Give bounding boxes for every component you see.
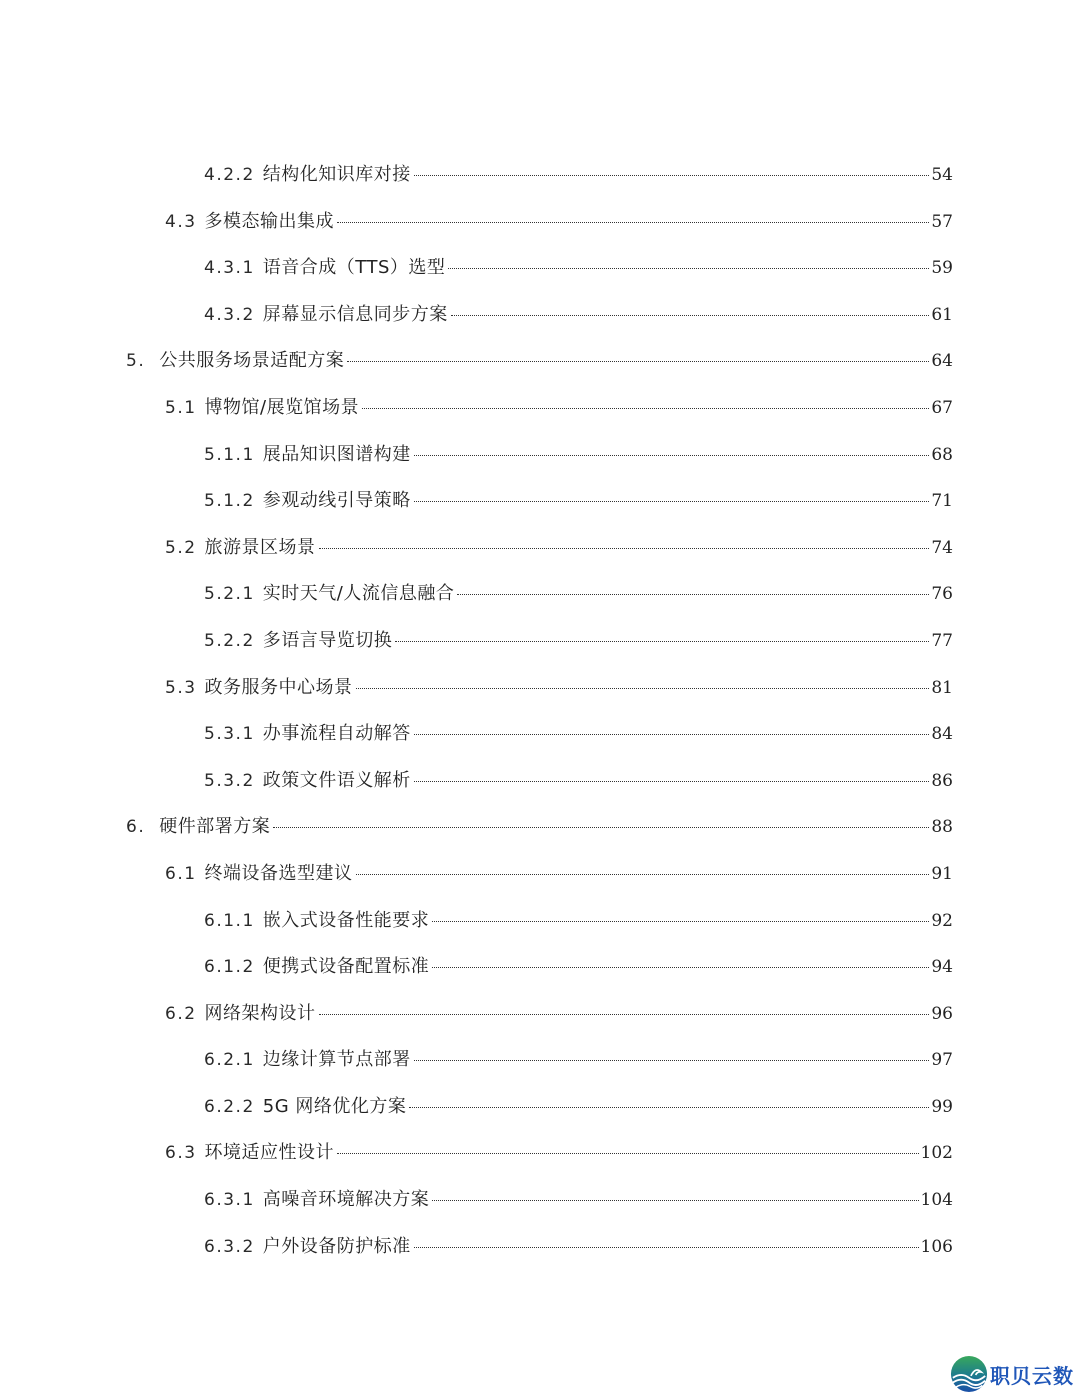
toc-entry-number: 4.3: [165, 211, 197, 232]
toc-entry-number: 5.2.1: [204, 584, 255, 605]
toc-entry[interactable]: [0, 567, 1080, 614]
toc-entry[interactable]: [0, 987, 1080, 1034]
dot-leader: [356, 688, 930, 689]
toc-entry-page: 71: [931, 491, 953, 512]
dot-leader: [414, 501, 930, 502]
toc-entry-title: 嵌入式设备性能要求: [262, 909, 430, 931]
toc-entry-page: 104: [920, 1190, 953, 1211]
toc-entry-number: 5.2.2: [204, 630, 255, 651]
dot-leader: [347, 361, 929, 362]
dot-leader: [414, 1060, 930, 1061]
dot-leader: [337, 222, 929, 223]
toc-entry-page: 64: [931, 351, 953, 372]
toc-entry-number: 6.2: [165, 1003, 197, 1024]
toc-entry-page: 99: [931, 1096, 953, 1117]
table-of-contents: [0, 148, 1080, 1266]
toc-entry-page: 102: [920, 1143, 953, 1164]
toc-entry-title: 语音合成（TTS）选型: [262, 257, 446, 279]
toc-entry-title: 高噪音环境解决方案: [262, 1189, 430, 1211]
toc-entry[interactable]: [0, 1173, 1080, 1220]
toc-entry-page: 54: [931, 165, 953, 185]
toc-entry[interactable]: [0, 754, 1080, 801]
toc-entry-page: 74: [931, 537, 953, 558]
toc-entry-page: 88: [931, 817, 953, 838]
dot-leader: [414, 781, 930, 782]
toc-entry-number: 6.1.2: [204, 957, 255, 978]
toc-entry[interactable]: [0, 940, 1080, 987]
dot-leader: [319, 548, 930, 549]
toc-entry[interactable]: [0, 847, 1080, 894]
toc-entry-number: 6.1.1: [204, 910, 255, 931]
toc-entry-number: 4.2.2: [204, 165, 255, 185]
toc-entry-title: 多模态输出集成: [204, 210, 335, 232]
dot-leader: [414, 734, 930, 735]
toc-entry-title: 旅游景区场景: [204, 536, 316, 558]
toc-entry-number: 6.2.1: [204, 1050, 255, 1071]
toc-entry-page: 76: [931, 584, 953, 605]
dot-leader: [273, 827, 929, 828]
toc-entry-title: 实时天气/人流信息融合: [262, 583, 455, 605]
toc-entry-number: 5.: [126, 351, 146, 372]
dot-leader: [409, 1107, 929, 1108]
toc-entry-number: 5.2: [165, 537, 197, 558]
toc-entry-title: 网络架构设计: [204, 1002, 316, 1024]
toc-entry-title: 硬件部署方案: [159, 816, 271, 838]
toc-entry-page: 106: [920, 1236, 953, 1257]
dot-leader: [457, 594, 929, 595]
toc-entry[interactable]: [0, 148, 1080, 195]
toc-entry-number: 5.3: [165, 677, 197, 698]
toc-entry-title: 参观动线引导策略: [262, 490, 411, 512]
toc-entry-title: 便携式设备配置标准: [262, 956, 430, 978]
dot-leader: [362, 408, 929, 409]
dot-leader: [414, 1247, 919, 1248]
toc-entry-page: 67: [931, 397, 953, 418]
toc-entry[interactable]: [0, 800, 1080, 847]
toc-entry-number: 4.3.2: [204, 304, 255, 325]
toc-entry-page: 57: [931, 211, 953, 232]
toc-entry[interactable]: [0, 894, 1080, 941]
dot-leader: [448, 268, 929, 269]
toc-entry[interactable]: [0, 334, 1080, 381]
dot-leader: [414, 455, 930, 456]
wave-globe-logo-icon: [950, 1355, 988, 1393]
toc-entry-title: 办事流程自动解答: [262, 723, 411, 745]
dot-leader: [451, 315, 930, 316]
toc-entry-number: 6.: [126, 817, 146, 838]
toc-entry-page: 92: [931, 910, 953, 931]
toc-entry-title: 博物馆/展览馆场景: [204, 396, 360, 418]
dot-leader: [395, 641, 929, 642]
toc-entry-page: 97: [931, 1050, 953, 1071]
toc-entry-title: 展品知识图谱构建: [262, 443, 411, 465]
dot-leader: [432, 967, 929, 968]
toc-entry-title: 屏幕显示信息同步方案: [262, 303, 448, 325]
toc-entry-page: 91: [931, 863, 953, 884]
dot-leader: [432, 1200, 918, 1201]
brand-watermark: [950, 1355, 1074, 1393]
toc-entry-number: 6.3.1: [204, 1190, 255, 1211]
toc-entry-number: 6.1: [165, 863, 197, 884]
toc-entry[interactable]: [0, 288, 1080, 335]
toc-entry[interactable]: [0, 1080, 1080, 1127]
toc-entry-title: 环境适应性设计: [204, 1142, 335, 1164]
toc-entry-page: 96: [931, 1003, 953, 1024]
toc-entry[interactable]: [0, 195, 1080, 242]
toc-entry[interactable]: [0, 1033, 1080, 1080]
toc-entry[interactable]: [0, 614, 1080, 661]
dot-leader: [356, 874, 930, 875]
toc-entry-title: 政务服务中心场景: [204, 676, 353, 698]
toc-entry-number: 5.1: [165, 397, 197, 418]
toc-entry[interactable]: [0, 241, 1080, 288]
toc-entry-page: 61: [931, 304, 953, 325]
toc-entry-page: 59: [931, 258, 953, 279]
dot-leader: [432, 921, 929, 922]
brand-name: 职贝云数: [990, 1363, 1074, 1388]
toc-entry-number: 4.3.1: [204, 258, 255, 279]
toc-entry-page: 84: [931, 724, 953, 745]
toc-entry[interactable]: [0, 707, 1080, 754]
toc-entry[interactable]: [0, 474, 1080, 521]
toc-entry-title: 终端设备选型建议: [204, 862, 353, 884]
toc-entry-page: 68: [931, 444, 953, 465]
toc-entry-number: 5.3.1: [204, 724, 255, 745]
toc-entry-title: 结构化知识库对接: [262, 164, 411, 185]
toc-entry-title: 5G 网络优化方案: [262, 1095, 407, 1117]
dot-leader: [414, 175, 930, 176]
toc-entry-title: 户外设备防护标准: [262, 1235, 411, 1257]
toc-entry[interactable]: [0, 1220, 1080, 1267]
toc-entry[interactable]: [0, 1126, 1080, 1173]
toc-entry-number: 6.3.2: [204, 1236, 255, 1257]
toc-entry-title: 边缘计算节点部署: [262, 1049, 411, 1071]
toc-entry[interactable]: [0, 428, 1080, 475]
toc-entry-title: 公共服务场景适配方案: [159, 350, 345, 372]
toc-entry-number: 5.3.2: [204, 770, 255, 791]
toc-entry-number: 6.2.2: [204, 1096, 255, 1117]
dot-leader: [337, 1153, 919, 1154]
toc-entry-number: 5.1.2: [204, 491, 255, 512]
toc-entry-page: 86: [931, 770, 953, 791]
toc-entry-number: 6.3: [165, 1143, 197, 1164]
toc-entry[interactable]: [0, 521, 1080, 568]
toc-entry-page: 94: [931, 957, 953, 978]
toc-entry-page: 77: [931, 630, 953, 651]
toc-entry[interactable]: [0, 661, 1080, 708]
toc-entry[interactable]: [0, 381, 1080, 428]
dot-leader: [319, 1014, 930, 1015]
toc-entry-page: 81: [931, 677, 953, 698]
toc-entry-number: 5.1.1: [204, 444, 255, 465]
toc-entry-title: 多语言导览切换: [262, 629, 393, 651]
toc-entry-title: 政策文件语义解析: [262, 769, 411, 791]
